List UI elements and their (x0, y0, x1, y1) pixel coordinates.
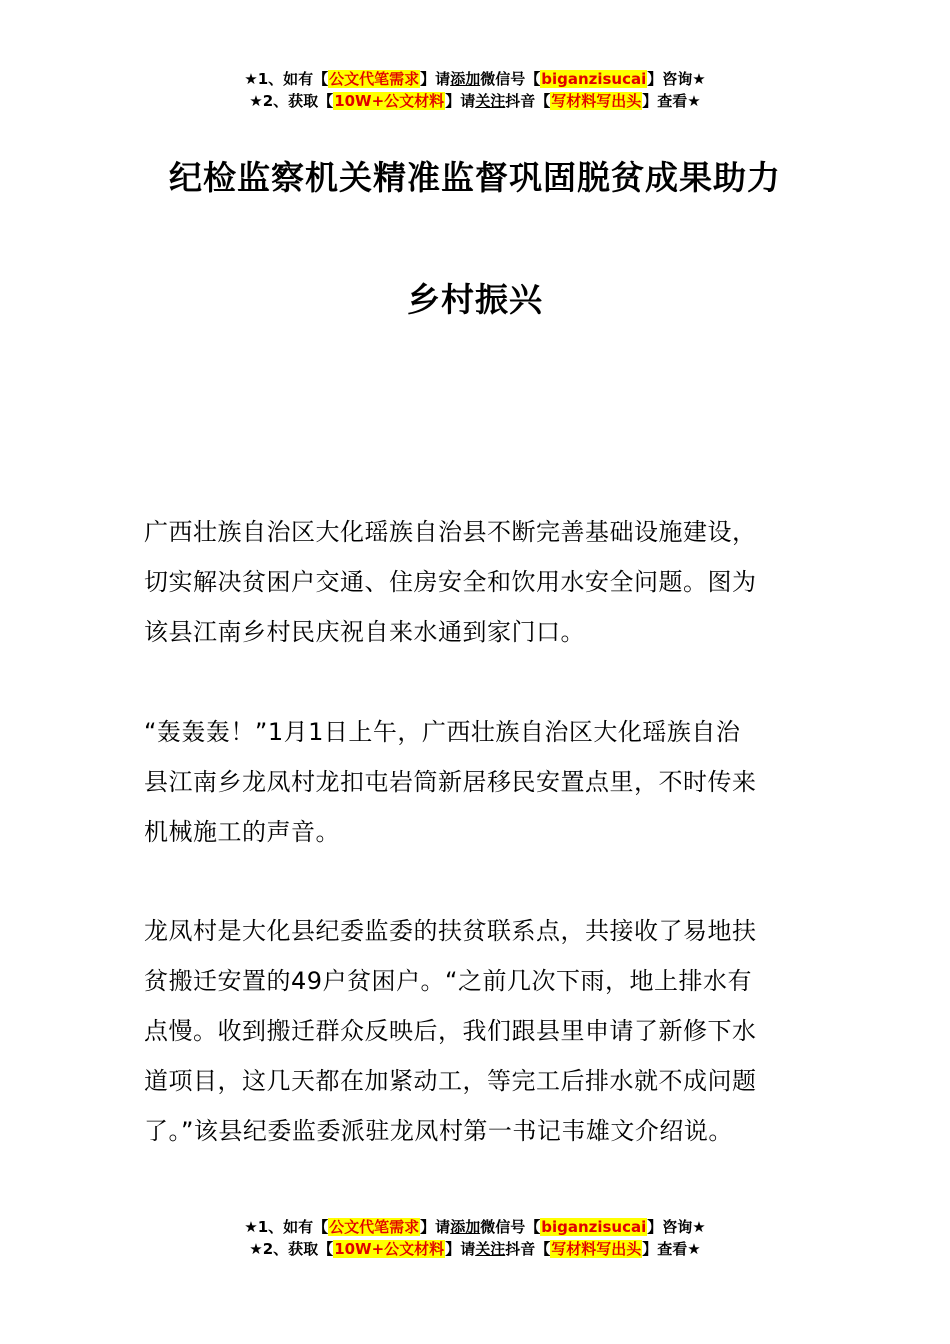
banner-text: 微信号【 (480, 70, 541, 88)
banner-highlight: 10W+公文材料 (334, 92, 445, 110)
banner-highlight: biganzisucai (541, 1218, 647, 1236)
banner-text: 】请 (420, 1218, 451, 1236)
paragraph-line: 龙凤村是大化县纪委监委的扶贫联系点，共接收了易地扶 (144, 917, 757, 945)
banner-text: 】查看★ (642, 1240, 701, 1258)
banner-text: 】请 (445, 1240, 476, 1258)
paragraph-line: 切实解决贫困户交通、住房安全和饮用水安全问题。图为 (144, 568, 757, 596)
banner-text: 】请 (420, 70, 451, 88)
banner-highlight: 10W+公文材料 (334, 1240, 445, 1258)
banner-underlined: 关注 (475, 1240, 506, 1258)
banner-text: ★1、如有【 (244, 70, 329, 88)
paragraph-line: 点慢。收到搬迁群众反映后，我们跟县里申请了新修下水 (144, 1017, 757, 1045)
banner-highlight: biganzisucai (541, 70, 647, 88)
banner-line-2 (0, 90, 950, 112)
paragraph-2 (144, 707, 808, 857)
banner-text: 抖音【 (505, 1240, 551, 1258)
paragraph-line: 机械施工的声音。 (144, 818, 340, 846)
banner-line-1 (0, 68, 950, 90)
paragraph-line: 县江南乡龙凤村龙扣屯岩筒新居移民安置点里，不时传来 (144, 768, 757, 796)
paragraph-line: 广西壮族自治区大化瑶族自治县不断完善基础设施建设， (144, 518, 757, 546)
banner-text: ★2、获取【 (249, 92, 334, 110)
banner-text: 微信号【 (480, 1218, 541, 1236)
banner-text: 抖音【 (505, 92, 551, 110)
banner-text: 】查看★ (642, 92, 701, 110)
banner-line-1 (0, 1216, 950, 1238)
banner-underlined: 添加 (450, 70, 481, 88)
paragraph-line: 了。”该县纪委监委派驻龙凤村第一书记韦雄文介绍说。 (144, 1117, 733, 1145)
header-banner (0, 68, 950, 112)
banner-underlined: 添加 (450, 1218, 481, 1236)
banner-underlined: 关注 (475, 92, 506, 110)
paragraph-line: 道项目，这几天都在加紧动工，等完工后排水就不成问题 (144, 1067, 757, 1095)
paragraph-3 (144, 906, 808, 1156)
banner-text: 】咨询★ (647, 70, 706, 88)
paragraph-line: 贫搬迁安置的49户贫困户。“之前几次下雨，地上排水有 (144, 967, 752, 995)
page-title-line-2: 乡村振兴 (407, 280, 543, 319)
page-title: 纪检监察机关精准监督巩固脱贫成果助力 (169, 158, 781, 197)
paragraph-line: 该县江南乡村民庆祝自来水通到家门口。 (144, 618, 585, 646)
banner-text: ★1、如有【 (244, 1218, 329, 1236)
banner-line-2 (0, 1238, 950, 1260)
paragraph-line: “轰轰轰！”1月1日上午，广西壮族自治区大化瑶族自治 (144, 718, 741, 746)
banner-highlight: 公文代笔需求 (329, 70, 420, 88)
banner-highlight: 公文代笔需求 (329, 1218, 420, 1236)
footer-banner (0, 1216, 950, 1260)
banner-highlight: 写材料写出头 (551, 1240, 642, 1258)
banner-highlight: 写材料写出头 (551, 92, 642, 110)
banner-text: ★2、获取【 (249, 1240, 334, 1258)
banner-text: 】请 (445, 92, 476, 110)
banner-text: 】咨询★ (647, 1218, 706, 1236)
paragraph-1 (144, 507, 808, 657)
